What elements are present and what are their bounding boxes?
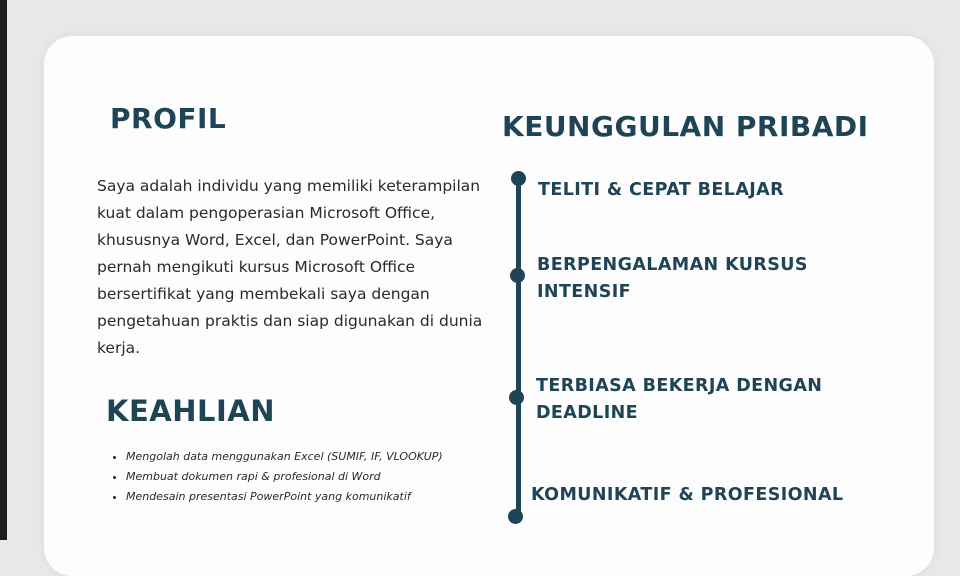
keahlian-item: • Membuat dokumen rapi & profesional di Word bbox=[126, 467, 506, 487]
keahlian-item: • Mengolah data menggunakan Excel (SUMIF, IF, VLOOKUP) bbox=[126, 447, 506, 467]
keahlian-item: • Mendesain presentasi PowerPoint yang komunikatif bbox=[126, 487, 506, 507]
profil-heading: PROFIL bbox=[110, 102, 227, 135]
left-edge-strip bbox=[0, 0, 7, 540]
keunggulan-heading: KEUNGGULAN PRIBADI bbox=[502, 110, 869, 143]
keahlian-list bbox=[108, 447, 506, 507]
profil-paragraph: Saya adalah individu yang memiliki keterampilan kuat dalam pengoperasian Microsoft Office, khususnya Word, Excel, dan PowerPoint. Saya pernah mengikuti kursus Microsoft Office bersertifikat yang membekali saya dengan pengetahuan praktis dan siap digunakan di dunia kerja. bbox=[97, 177, 483, 357]
timeline-line bbox=[516, 180, 521, 518]
keunggulan-item: TERBIASA BEKERJA DENGAN DEADLINE bbox=[536, 376, 823, 423]
timeline-dot bbox=[511, 171, 526, 186]
timeline-dot bbox=[509, 390, 524, 405]
timeline-dot bbox=[510, 268, 525, 283]
keahlian-heading: KEAHLIAN bbox=[106, 394, 275, 428]
keunggulan-item: TELITI & CEPAT BELAJAR bbox=[538, 180, 784, 200]
timeline-dot bbox=[508, 509, 523, 524]
keunggulan-item: KOMUNIKATIF & PROFESIONAL bbox=[531, 485, 844, 505]
keunggulan-item: BERPENGALAMAN KURSUS INTENSIF bbox=[537, 255, 808, 302]
